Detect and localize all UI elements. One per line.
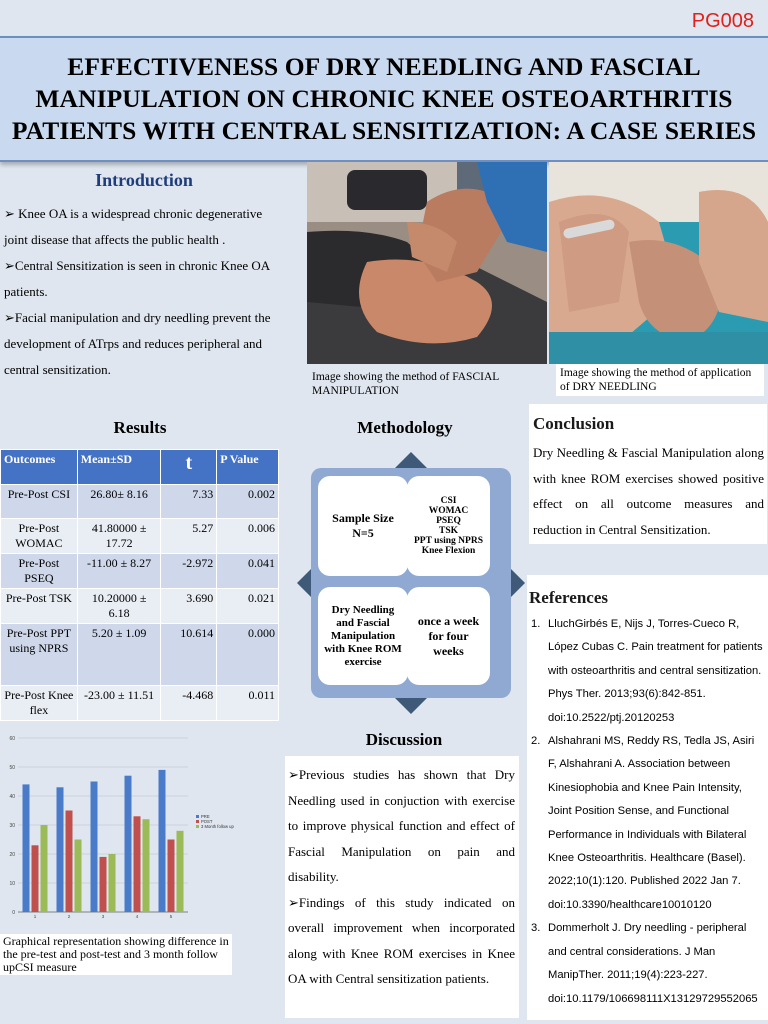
table-cell: 0.002 [217,485,279,519]
table-cell: 41.80000 ± 17.72 [77,519,161,554]
discussion-box [285,756,519,1018]
reference-text: Dommerholt J. Dry needling - peripheral and central considerations. J Man ManipTher. 2011;19(4):223-227. doi:10.1179/106698111X13129729552065 [548,922,758,1005]
dry-needling-photo [549,162,768,364]
fascial-manipulation-illustration [307,162,547,364]
bar-chart [0,730,280,930]
table-row [1,485,279,519]
table-cell: Pre-Post Knee flex [1,686,78,721]
conclusion-text: Dry Needling & Fascial Manipulation along with knee ROM exercises showed positive effect on all outcome measures and reduction in Central Sensitization. [533,445,764,537]
bar [66,811,73,913]
sample-size-box [318,476,408,576]
discussion-paragraph: ➢Previous studies has shown that Dry Needling used in conjuction with exercise to improve physical function and effect of Fascial Manipulation on pain and disability. [288,767,515,884]
outcome-measure: PSEQ [436,516,461,526]
bar [168,840,175,913]
table-cell: Pre-Post TSK [1,589,78,624]
outcome-measure: Knee Flexion [421,546,476,556]
table-cell: 7.33 [161,485,217,519]
fascial-manipulation-photo [307,162,547,364]
references-box [527,575,768,1020]
x-tick-label: 3 [101,914,105,919]
legend-label: 3 Month follow up [201,824,234,829]
references-list [529,613,765,1011]
column-header: Mean±SD [77,450,161,485]
bar [125,776,132,912]
x-tick-label: 4 [135,914,139,919]
bar [177,831,184,912]
legend-swatch [196,815,199,818]
legend-swatch [196,820,199,823]
table-cell: 5.27 [161,519,217,554]
frequency-text: once a week for four weeks [417,613,480,658]
outcome-measure: TSK [438,526,458,536]
column-header: P Value [217,450,279,485]
y-tick-label: 10 [9,881,15,887]
results-table [0,449,279,721]
dry-needling-caption: Image showing the method of application of DRY NEEDLING [556,364,764,396]
table-cell: -2.972 [161,554,217,589]
table-row [1,589,279,624]
outcome-measure: PPT using NPRS [414,536,483,546]
table-row [1,624,279,686]
y-tick-label: 20 [9,852,15,858]
frequency-box [407,587,490,685]
table-cell: 10.20000 ± 6.18 [77,589,161,624]
outcome-measures-box [407,476,490,576]
references-heading: References [529,588,608,607]
poster-title: EFFECTIVENESS OF DRY NEEDLING AND FASCIAL MANIPULATION ON CHRONIC KNEE OSTEOARTHRITIS PATIENTS WITH CENTRAL SENSITIZATION: A CASE SERIES [11,52,757,145]
intervention-box [318,587,408,685]
intro-bullet: ➢ Knee OA is a widespread chronic degenerative joint disease that affects the public health . [4,206,263,247]
table-cell: -4.468 [161,686,217,721]
legend-label: PRE [201,814,210,819]
reference-text: Alshahrani MS, Reddy RS, Tedla JS, Asiri F, Alshahrani A. Association between Kinesiophobia and Knee Pain Intensity, Joint Position Sense, and Functional Performance in Individuals with Bilateral Knee Osteoarthritis. Healthcare (Basel). 2022;10(1):120. Published 2022 Jan 7. doi:10.3390/healthcare10010120 [548,735,755,911]
chart-caption: Graphical representation showing difference in the pre-test and post-test and 3 month follow upCSI measure [0,934,232,975]
introduction-section [0,170,288,383]
table-row [1,686,279,721]
methodology-heading: Methodology [357,418,453,437]
methodology-diagram [297,452,525,714]
reference-item: 2. Alshahrani MS, Reddy RS, Tedla JS, Asiri F, Alshahrani A. Association between Kinesiophobia and Knee Pain Intensity, Joint Position Sense, and Functional Performance in Individuals with Bilateral Knee Osteoarthritis. Healthcare (Basel). 2022;10(1):120. Published 2022 Jan 7. doi:10.3390/healthcare10010120 [531,735,755,911]
results-chart [0,730,280,930]
table-cell: Pre-Post PSEQ [1,554,78,589]
outcome-measure: WOMAC [428,506,469,516]
reference-item: 3. Dommerholt J. Dry needling - peripheral and central considerations. J Man ManipTher. 2011;19(4):223-227. doi:10.1179/106698111X13129729552065 [531,922,758,1005]
discussion-paragraph: ➢Findings of this study indicated on overall improvement when incorporated along with Knee ROM exercises in Knee OA with Central sensitization patients. [288,894,515,986]
reference-text: LluchGirbés E, Nijs J, Torres-Cueco R, López Cubas C. Pain treatment for patients with osteoarthritis and central sensitization. Phys Ther. 2013;93(6):842-851. doi:10.2522/ptj.20120253 [548,618,763,724]
table-cell: 26.80± 8.16 [77,485,161,519]
table-cell: 0.011 [217,686,279,721]
discussion-heading: Discussion [365,730,443,749]
conclusion-box [529,404,767,544]
legend-label: POST [201,819,213,824]
x-tick-label: 2 [67,914,71,919]
intro-bullet: ➢Facial manipulation and dry needling prevent the development of ATrps and reduces peripheral and central sensitization. [4,310,271,377]
table-cell: 0.021 [217,589,279,624]
title-banner [0,36,768,162]
legend-swatch [196,825,199,828]
bar [91,782,98,913]
table-cell: 3.690 [161,589,217,624]
table-cell: Pre-Post WOMAC [1,519,78,554]
table-cell: -11.00 ± 8.27 [77,554,161,589]
table-cell: 5.20 ± 1.09 [77,624,161,686]
bar [32,845,39,912]
y-tick-label: 60 [9,736,15,742]
column-header: t [161,450,217,485]
table-header-row [1,450,279,485]
fascial-manipulation-caption: Image showing the method of FASCIAL MANIPULATION [312,371,499,397]
table-cell: 10.614 [161,624,217,686]
table-cell: Pre-Post PPT using NPRS [1,624,78,686]
bar [159,770,166,912]
y-tick-label: 30 [9,823,15,829]
bar [143,819,150,912]
conclusion-heading: Conclusion [533,414,615,433]
x-tick-label: 5 [169,914,173,919]
outcome-measure: CSI [440,496,457,506]
results-heading: Results [113,418,167,437]
table-cell: 0.006 [217,519,279,554]
column-header: Outcomes [1,450,78,485]
poster-id: PG008 [691,10,754,32]
bar [41,825,48,912]
table-cell: -23.00 ± 11.51 [77,686,161,721]
intervention-text: Dry Needling and Fascial Manipulation with Knee ROM exercise [324,603,402,668]
y-tick-label: 40 [9,794,15,800]
table-cell: Pre-Post CSI [1,485,78,519]
bar [23,784,30,912]
introduction-list [0,201,288,383]
bar [75,840,82,913]
sample-size-text: Sample Size N=5 [332,511,394,540]
table-cell: 0.000 [217,624,279,686]
bar [57,787,64,912]
x-tick-label: 1 [33,914,37,919]
table-cell: 0.041 [217,554,279,589]
bar [100,857,107,912]
dry-needling-illustration [549,162,768,364]
table-row [1,519,279,554]
introduction-heading: Introduction [95,170,193,190]
y-tick-label: 50 [9,765,15,771]
bar [134,816,141,912]
bar [109,854,116,912]
y-tick-label: 0 [12,910,15,916]
intro-bullet: ➢Central Sensitization is seen in chronic Knee OA patients. [4,258,270,299]
reference-item: 1. LluchGirbés E, Nijs J, Torres-Cueco R, López Cubas C. Pain treatment for patients with osteoarthritis and central sensitization. Phys Ther. 2013;93(6):842-851. doi:10.2522/ptj.20120253 [531,618,763,724]
table-row [1,554,279,589]
